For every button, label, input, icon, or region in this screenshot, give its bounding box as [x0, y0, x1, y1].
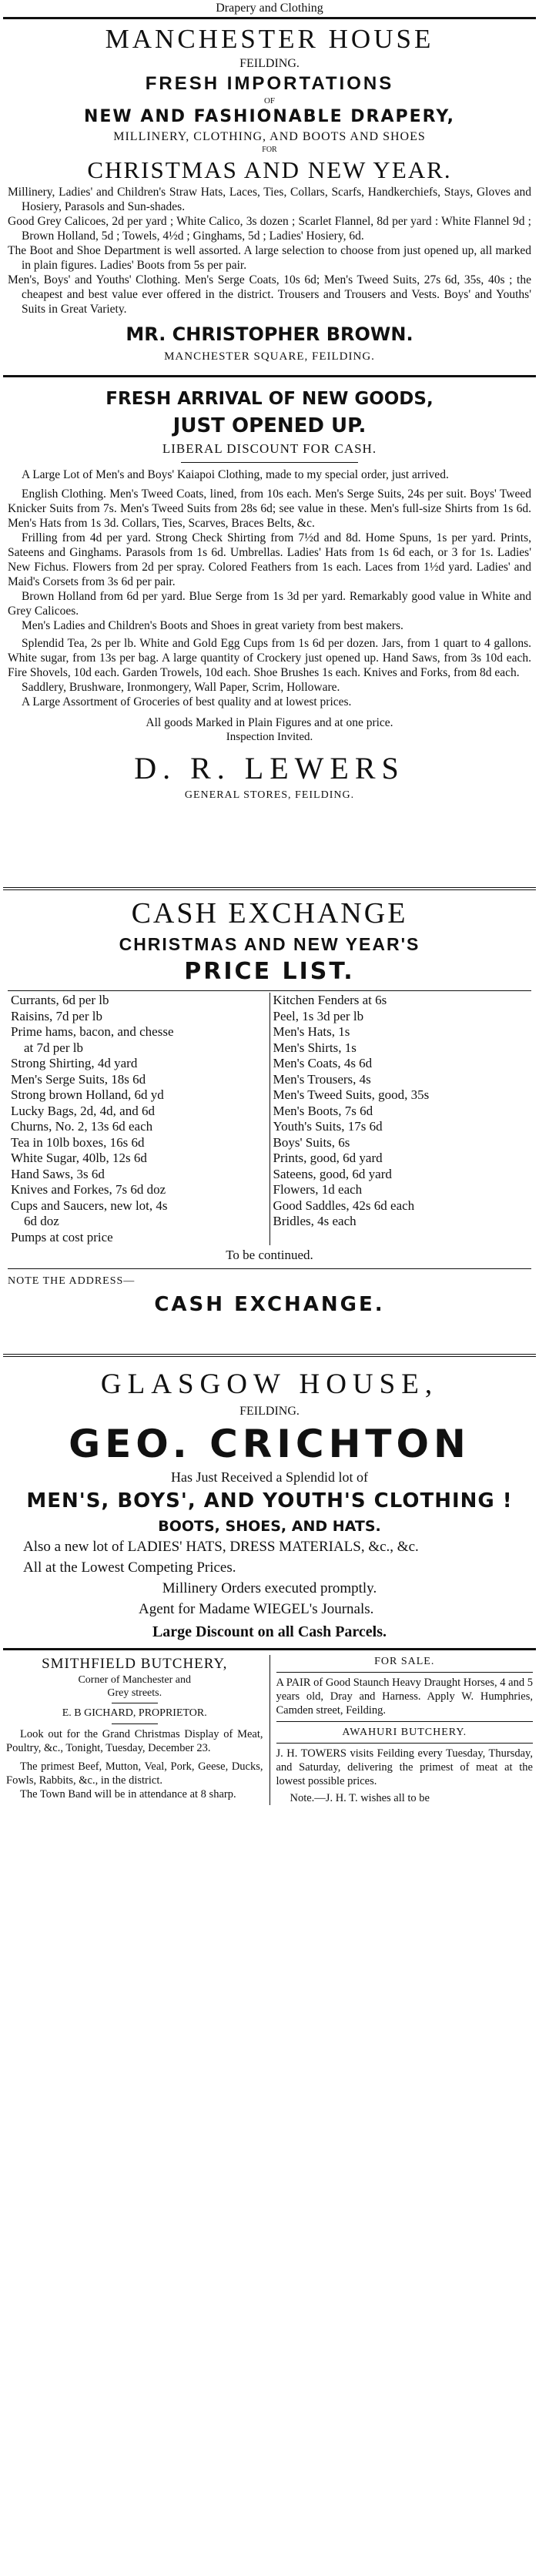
price-item-right: Good Saddles, 42s 6d each: [273, 1198, 415, 1213]
price-list-row: [8, 1198, 531, 1214]
price-item-left: Churns, No. 2, 13s 6d each: [8, 1119, 270, 1135]
price-item-right: Prints, good, 6d yard: [273, 1151, 383, 1165]
ad-paragraph: Millinery, Ladies' and Children's Straw Hats, Laces, Ties, Collars, Scarfs, Handkerchiefs, Stays, Gloves and Hosiery, Parasols and Sun-shades.: [8, 186, 531, 213]
ad-paragraph: English Clothing. Men's Tweed Coats, lined, from 10s each. Men's Serge Suits, 24s per suit. Boys' Tweed Knicker Suits from 7s. Men's Tweed Suits from 28s 6d; see value in these. Men's full-size Shirts from 1s 6d. Men's Hats from 1s 3d. Collars, Ties, Scarves, Braces Belts, &c.: [8, 487, 531, 530]
price-item-left: White Sugar, 40lb, 12s 6d: [8, 1151, 270, 1167]
ad-place: FEILDING.: [239, 1405, 300, 1418]
ad-headline: CHRISTMAS AND NEW YEAR'S: [119, 934, 420, 954]
ad-paragraph: The Boot and Shoe Department is well assorted. A large selection to choose from just opened up, all marked in plain figures. Ladies' Boots from 5s per pair.: [8, 244, 531, 272]
ad-proprietor: E. B GICHARD, PROPRIETOR.: [62, 1707, 207, 1719]
price-list-row: [8, 1182, 531, 1198]
bottom-columns: [0, 1650, 539, 1805]
price-list-row: [8, 1056, 531, 1072]
ad-paragraph: A Large Assortment of Groceries of best quality and at lowest prices.: [22, 695, 352, 708]
ad-address: GENERAL STORES, FEILDING.: [184, 789, 355, 801]
price-item-right: Men's Shirts, 1s: [273, 1040, 357, 1055]
price-item-right: Men's Boots, 7s 6d: [273, 1103, 373, 1118]
section-header: Drapery and Clothing: [216, 2, 323, 15]
smithfield-butchery-ad: [0, 1655, 270, 1805]
ad-headline: MEN'S, BOYS', AND YOUTH'S CLOTHING !: [26, 1489, 513, 1512]
ad-address: MANCHESTER SQUARE, FEILDING.: [164, 350, 375, 363]
ad-line: Grey streets.: [107, 1687, 162, 1699]
price-item-left: Cups and Saucers, new lot, 4s: [8, 1198, 270, 1214]
price-item-right: Men's Coats, 4s 6d: [273, 1056, 373, 1070]
price-list-row: [8, 1151, 531, 1167]
price-item-left: Raisins, 7d per lb: [8, 1009, 270, 1025]
ad-line: Has Just Received a Splendid lot of: [171, 1469, 368, 1485]
price-list-row: [8, 1230, 531, 1246]
price-list-row: [8, 1087, 531, 1104]
price-item-left: Lucky Bags, 2d, 4d, and 6d: [8, 1104, 270, 1120]
price-list-row: [8, 1040, 531, 1057]
price-item-right: Men's Hats, 1s: [273, 1024, 350, 1039]
ad-paragraph: Splendid Tea, 2s per lb. White and Gold Egg Cups from 1s 6d per dozen. Jars, from 1 quart to 4 gallons. White sugar, from 13s per bag. A large quantity of Crockery just opened up. Hand Saws, from 3s 10d each. Fire Shovels, 10d each. Garden Trowels, 10d each. Shoe Brushes 1s each. Knives and Forks, from 8d each.: [8, 637, 531, 679]
ad-headline: FRESH ARRIVAL OF NEW GOODS,: [105, 389, 434, 409]
ad-owner: GEO. CRICHTON: [69, 1422, 470, 1466]
ad-subheadline: BOOTS, SHOES, AND HATS.: [158, 1518, 381, 1535]
ad-line: Millinery Orders executed promptly.: [162, 1580, 377, 1596]
price-item-left: Prime hams, bacon, and chesse: [8, 1024, 270, 1040]
price-item-left: at 7d per lb: [8, 1040, 270, 1057]
ad-paragraph: The primest Beef, Mutton, Veal, Pork, Geese, Ducks, Fowls, Rabbits, &c., in the district.: [6, 1760, 263, 1787]
price-item-right: Kitchen Fenders at 6s: [273, 993, 387, 1007]
price-item-left: Strong Shirting, 4d yard: [8, 1056, 270, 1072]
ad-subheadline: NEW AND FASHIONABLE DRAPERY,: [83, 107, 456, 126]
classifieds-column: [270, 1655, 539, 1805]
ad-headline-2: CHRISTMAS AND NEW YEAR.: [87, 156, 452, 183]
ad-title: AWAHURI BUTCHERY.: [342, 1727, 467, 1738]
price-list-row: [8, 1119, 531, 1135]
ad-title: SMITHFIELD BUTCHERY,: [42, 1656, 228, 1672]
ad-paragraph: A PAIR of Good Staunch Heavy Draught Horses, 4 and 5 years old, Dray and Harness. Apply W. Humphries, Camden street, Feilding.: [276, 1677, 533, 1717]
cash-exchange-ad: [0, 890, 539, 1354]
price-item-right: Flowers, 1d each: [273, 1182, 363, 1197]
ad-paragraph: Note.—J. H. T. wishes all to be: [290, 1792, 430, 1804]
ad-place: FEILDING.: [239, 57, 300, 70]
ad-headline: FRESH IMPORTATIONS: [145, 73, 394, 94]
ad-paragraph: The Town Band will be in attendance at 8 sharp.: [20, 1788, 236, 1801]
ad-line: LIBERAL DISCOUNT FOR CASH.: [162, 441, 377, 456]
price-item-left: Hand Saws, 3s 6d: [8, 1167, 270, 1183]
ad-paragraph: Brown Holland from 6d per yard. Blue Serge from 1s 3d per yard. Remarkably good value in White and Grey Calicoes.: [8, 590, 531, 618]
ad-line: Agent for Madame WIEGEL's Journals.: [139, 1601, 374, 1617]
price-item-left: Knives and Forkes, 7s 6d doz: [8, 1182, 270, 1198]
divider: [276, 1672, 534, 1673]
ad-line: Also a new lot of LADIES' HATS, DRESS MATERIALS, &c., &c.: [23, 1539, 419, 1555]
ad-owner: D. R. LEWERS: [134, 751, 405, 786]
price-item-left: Tea in 10lb boxes, 16s 6d: [8, 1135, 270, 1151]
manchester-house-ad: [0, 19, 539, 375]
divider: [112, 1723, 158, 1724]
ad-line: Large Discount on all Cash Parcels.: [152, 1623, 387, 1640]
ad-paragraph: J. H. TOWERS visits Feilding every Tuesday, Thursday, and Saturday, delivering the primest of meat at the lowest possible prices.: [276, 1747, 533, 1787]
ad-line: MILLINERY, CLOTHING, AND BOOTS AND SHOES: [113, 130, 426, 143]
ad-title: MANCHESTER HOUSE: [105, 24, 434, 54]
price-list-row: [8, 1167, 531, 1183]
ad-subheadline: JUST OPENED UP.: [172, 414, 367, 437]
ad-line: All goods Marked in Plain Figures and at one price.: [146, 716, 393, 729]
ad-paragraph: Men's, Boys' and Youths' Clothing. Men's Serge Coats, 10s 6d; Men's Tweed Suits, 27s 6d, 35s, 40s ; the cheapest and best value ever offered in the district. Trousers and Trousers and Vests. Boys' and Youths' Suits in Great Variety.: [8, 273, 531, 316]
price-item-right: Youth's Suits, 17s 6d: [273, 1119, 383, 1134]
price-list-row: [8, 1135, 531, 1151]
price-item-left: Pumps at cost price: [8, 1230, 270, 1246]
divider: [276, 1743, 534, 1744]
price-list-row: [8, 1104, 531, 1120]
ad-line: All at the Lowest Competing Prices.: [23, 1559, 236, 1576]
price-list-row: [8, 1072, 531, 1088]
ad-line: Inspection Invited.: [226, 731, 313, 743]
glasgow-house-ad: [0, 1357, 539, 1648]
price-list-table: [8, 993, 531, 1245]
ad-title: GLASGOW HOUSE,: [100, 1368, 439, 1400]
ad-paragraph: Look out for the Grand Christmas Display of Meat, Poultry, &c., Tonight, Tuesday, December 23.: [6, 1728, 263, 1754]
price-list-row: [8, 993, 531, 1009]
price-item-right: Sateens, good, 6d yard: [273, 1166, 392, 1181]
price-item-right: [270, 1230, 531, 1246]
ad-title: FOR SALE.: [374, 1656, 435, 1667]
price-item-left: Currants, 6d per lb: [8, 993, 270, 1009]
ad-address: CASH EXCHANGE.: [154, 1293, 385, 1316]
price-item-right: Men's Trousers, 4s: [273, 1071, 371, 1087]
price-list-row: [8, 1214, 531, 1230]
price-list-row: [8, 1024, 531, 1040]
ad-owner: MR. CHRISTOPHER BROWN.: [126, 323, 413, 345]
ad-line: Corner of Manchester and: [78, 1674, 192, 1686]
divider: [8, 1268, 531, 1269]
price-list-row: [8, 1009, 531, 1025]
lewers-ad: [0, 377, 539, 887]
ad-subheadline: PRICE LIST.: [184, 958, 355, 985]
address-note: NOTE THE ADDRESS—: [8, 1275, 136, 1287]
price-item-left: Men's Serge Suits, 18s 6d: [8, 1072, 270, 1088]
price-item-right: Bridles, 4s each: [273, 1214, 357, 1228]
divider: [276, 1721, 534, 1722]
divider: [181, 462, 358, 463]
divider: [8, 990, 531, 991]
ad-title: CASH EXCHANGE: [131, 897, 408, 930]
price-item-left: Strong brown Holland, 6d yd: [8, 1087, 270, 1104]
price-item-right: Boys' Suits, 6s: [273, 1134, 350, 1150]
ad-paragraph: A Large Lot of Men's and Boys' Kaiapoi Clothing, made to my special order, just arrived.: [22, 468, 449, 481]
continued-note: To be continued.: [226, 1248, 313, 1262]
ad-paragraph: Good Grey Calicoes, 2d per yard ; White Calico, 3s dozen ; Scarlet Flannel, 8d per yard : White Flannel 9d ; Brown Holland, 5d ; Towels, 4½d ; Ginghams, 5d ; Ladies' Hosiery, 6d.: [8, 215, 531, 243]
ad-paragraph: Frilling from 4d per yard. Strong Check Shirting from 7½d and 8d. Home Spuns, 1s per yard. Prints, Sateens and Ginghams. Parasols from 1s 6d. Umbrellas. Ladies' Hats from 1s 6d each, or 3 for 1s. Ladies' New Fichus. Flowers from 2d per spray. Colored Feathers from 1s each. Laces from 1½d yard. Ladies' and Maid's Corsets from 3s 6d per pair.: [8, 531, 531, 588]
ad-paragraph: Men's Ladies and Children's Boots and Shoes in great variety from best makers.: [22, 619, 403, 632]
price-item-right: Men's Tweed Suits, good, 35s: [273, 1087, 430, 1102]
price-item-right: Peel, 1s 3d per lb: [273, 1008, 364, 1023]
ad-of: OF: [263, 96, 276, 106]
price-item-left: 6d doz: [8, 1214, 270, 1230]
ad-paragraph: Saddlery, Brushware, Ironmongery, Wall Paper, Scrim, Holloware.: [22, 681, 340, 694]
ad-for: FOR: [262, 146, 277, 154]
